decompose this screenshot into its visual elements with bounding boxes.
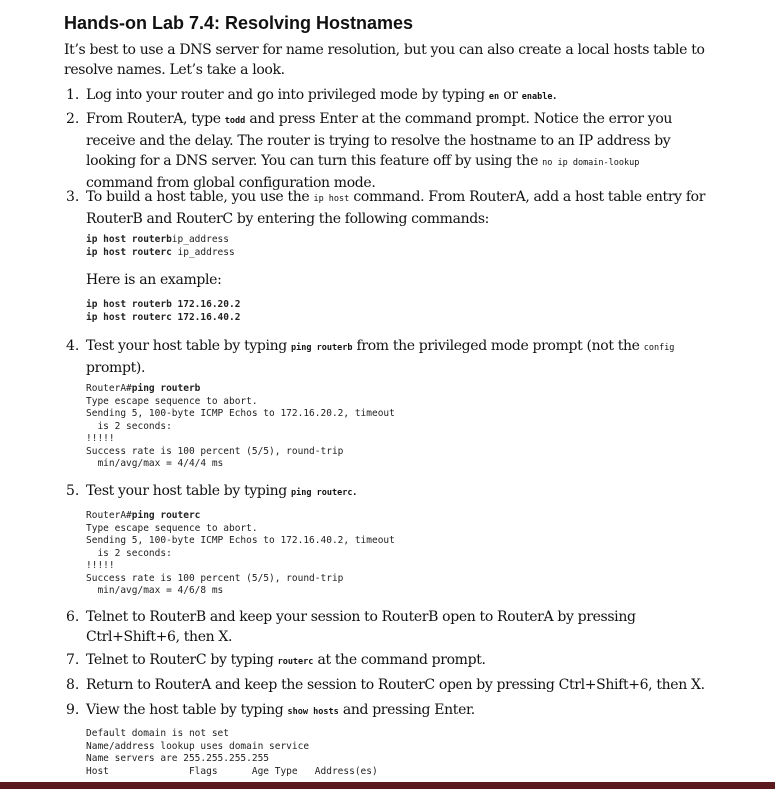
code-text: Type escape sequence to abort. xyxy=(86,522,258,534)
step-text xyxy=(86,607,706,647)
step-text xyxy=(86,481,706,503)
code-text: ip host routerc 172.16.40.2 xyxy=(86,311,241,323)
inline-code: enable xyxy=(521,92,553,102)
text-line: command from global configuration mode. xyxy=(86,175,376,191)
text-line: Telnet to RouterB and keep your session to RouterB open to RouterA by pressing xyxy=(86,609,636,625)
example-label: Here is an example: xyxy=(86,272,222,288)
step-number: 2. xyxy=(66,111,80,127)
code-text: Type escape sequence to abort. xyxy=(86,395,258,407)
intro-paragraph xyxy=(64,40,704,80)
intro-line: resolve names. Let’s take a look. xyxy=(64,62,285,78)
step-text xyxy=(86,85,706,107)
text-run: at the command prompt. xyxy=(313,652,486,668)
inline-code: config xyxy=(643,343,675,353)
code-text: ip host routerb xyxy=(86,234,172,245)
text-run: Test your host table by typing xyxy=(86,338,292,354)
text-run: View the host table by typing xyxy=(86,702,288,718)
code-text: Host Flags Age Type Address(es) xyxy=(86,765,378,777)
code-text: is 2 seconds: xyxy=(86,547,172,559)
code-text: Success rate is 100 percent (5/5), round-trip xyxy=(86,445,344,457)
text-line: receive and the delay. The router is trying to resolve the hostname to an IP address by xyxy=(86,133,671,149)
text-run: Telnet to RouterC by typing xyxy=(86,652,278,668)
code-text: ip host routerb 172.16.20.2 xyxy=(86,299,241,310)
step-text xyxy=(86,109,706,193)
code-block-example xyxy=(86,299,240,324)
code-block-host-commands xyxy=(86,234,235,259)
code-text: min/avg/max = 4/4/4 ms xyxy=(86,458,224,469)
text-run: From RouterA, type xyxy=(86,111,225,127)
code-block-show-hosts xyxy=(86,728,378,778)
text-line: RouterB and RouterC by entering the following commands: xyxy=(86,211,490,227)
inline-code: no ip domain-lookup xyxy=(542,158,640,168)
code-text: Name servers are 255.255.255.255 xyxy=(86,753,270,764)
inline-code: routerc xyxy=(277,657,314,667)
code-text: Name/address lookup uses domain service xyxy=(86,740,310,752)
code-text: !!!!! xyxy=(86,433,115,444)
inline-code: show hosts xyxy=(287,707,339,717)
text-run: from the privileged mode prompt (not the xyxy=(352,338,644,354)
step-number: 1. xyxy=(66,87,80,103)
text-run: To build a host table, you use the xyxy=(86,189,314,205)
step-text xyxy=(86,675,706,695)
code-text: !!!!! xyxy=(86,560,115,571)
page-title: Hands-on Lab 7.4: Resolving Hostnames xyxy=(64,13,414,33)
inline-code: en xyxy=(488,92,500,102)
text-run: and press Enter at the command prompt. Notice the error you xyxy=(245,111,673,127)
code-text: ip_address xyxy=(171,234,229,245)
code-text: ip host routerc xyxy=(86,246,172,258)
step-text xyxy=(86,700,706,722)
code-text: Default domain is not set xyxy=(86,728,229,739)
code-text: Sending 5, 100-byte ICMP Echos to 172.16.20.2, timeout xyxy=(86,408,395,419)
text-run: Test your host table by typing xyxy=(86,483,292,499)
bottom-bar xyxy=(0,782,775,789)
code-block-ping-routerb xyxy=(86,383,395,471)
step-number: 9. xyxy=(66,702,80,718)
text-line: Ctrl+Shift+6, then X. xyxy=(86,629,233,645)
code-text: RouterA# xyxy=(86,383,132,394)
text-run: command. From RouterA, add a host table entry for xyxy=(349,189,706,205)
text-run: looking for a DNS server. You can turn this feature off by using the xyxy=(86,153,543,169)
code-block-ping-routerc xyxy=(86,510,395,598)
inline-code: ip host xyxy=(313,194,350,204)
step-number: 8. xyxy=(66,677,80,693)
code-text: is 2 seconds: xyxy=(86,420,172,432)
code-text: ping routerb xyxy=(131,383,201,394)
code-text: ping routerc xyxy=(131,510,201,521)
step-number: 7. xyxy=(66,652,80,668)
text-run: Log into your router and go into privileged mode by typing xyxy=(86,87,489,103)
inline-code: ping routerc xyxy=(291,488,353,498)
text-run: and pressing Enter. xyxy=(338,702,475,718)
text-run: or xyxy=(499,87,522,103)
code-text: Sending 5, 100-byte ICMP Echos to 172.16.40.2, timeout xyxy=(86,535,395,546)
inline-code: todd xyxy=(224,116,246,126)
code-text: RouterA# xyxy=(86,510,132,521)
text-line: prompt). xyxy=(86,360,146,376)
step-number: 4. xyxy=(66,338,80,354)
text-line: Return to RouterA and keep the session to RouterC open by pressing Ctrl+Shift+6, then X. xyxy=(86,677,705,693)
code-text: Success rate is 100 percent (5/5), round-trip xyxy=(86,572,344,584)
text-run: . xyxy=(552,87,557,103)
intro-line: It’s best to use a DNS server for name resolution, but you can also create a local hosts table to xyxy=(64,42,705,58)
step-number: 6. xyxy=(66,609,80,625)
step-number: 5. xyxy=(66,483,80,499)
code-text: ip_address xyxy=(171,246,235,258)
inline-code: ping routerb xyxy=(291,343,353,353)
step-text xyxy=(86,336,706,378)
text-run: . xyxy=(352,483,357,499)
step-text xyxy=(86,187,706,229)
step-number: 3. xyxy=(66,189,80,205)
code-text: min/avg/max = 4/6/8 ms xyxy=(86,585,224,596)
step-text xyxy=(86,650,706,672)
